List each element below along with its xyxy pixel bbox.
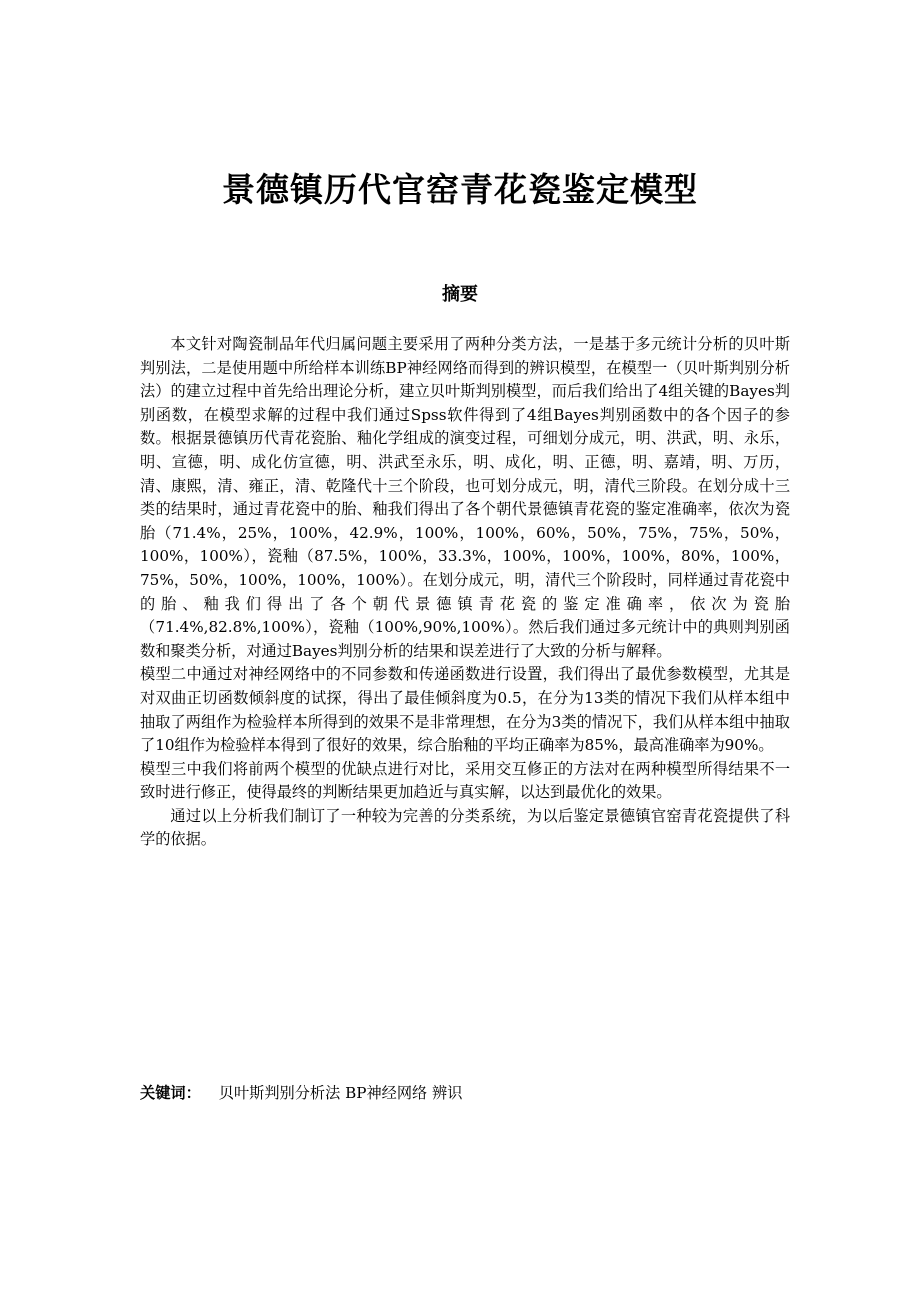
abstract-heading: 摘要 bbox=[442, 284, 478, 305]
document-title: 景德镇历代官窑青花瓷鉴定模型 bbox=[222, 170, 698, 210]
keywords-value: 贝叶斯判别分析法 BP神经网络 辨识 bbox=[218, 1084, 463, 1102]
abstract-paragraph-3: 模型三中我们将前两个模型的优缺点进行对比，采用交互修正的方法对在两种模型所得结果不一致时进行修正，使得最终的判断结果更加趋近与真实解，以达到最优化的效果。 bbox=[140, 759, 790, 802]
keywords-line bbox=[140, 1081, 790, 1105]
keywords-label: 关键词： bbox=[140, 1084, 201, 1102]
abstract-paragraph-4: 通过以上分析我们制订了一种较为完善的分类系统，为以后鉴定景德镇官窑青花瓷提供了科学的依据。 bbox=[140, 806, 790, 849]
abstract-paragraph-1: 本文针对陶瓷制品年代归属问题主要采用了两种分类方法，一是基于多元统计分析的贝叶斯判别法，二是使用题中所给样本训练BP神经网络而得到的辨识模型，在模型一（贝叶斯判别分析法）的建立过程中首先给出理论分析，建立贝叶斯判别模型，而后我们给出了4组关键的Bayes判别函数，在模型求解的过程中我们通过Spss软件得到了4组Bayes判别函数中的各个因子的参数。根据景德镇历代青花瓷胎、釉化学组成的演变过程，可细划分成元，明、洪武，明、永乐，明、宣德，明、成化仿宣德，明、洪武至永乐，明、成化，明、正德，明、嘉靖，明、万历，清、康熙，清、雍正，清、乾隆代十三个阶段，也可划分成元，明，清代三阶段。在划分成十三类的结果时，通过青花瓷中的胎、釉我们得出了各个朝代景德镇青花瓷的鉴定准确率，依次为瓷胎（71.4%，25%，100%，42.9%，100%，100%，60%，50%，75%，75%，50%，100%，100%），瓷釉（87.5%，100%，33.3%，100%，100%，100%，80%，100%，75%，50%，100%，100%，100%）。在划分成元，明，清代三个阶段时，同样通过青花瓷中的胎、釉我们得出了各个朝代景德镇青花瓷的鉴定准确率，依次为瓷胎（71.4%,82.8%,100%），瓷釉（100%,90%,100%）。然后我们通过多元统计中的典则判别函数和聚类分析，对通过Bayes判别分析的结果和误差进行了大致的分析与解释。 bbox=[140, 335, 790, 660]
abstract-body bbox=[140, 333, 790, 852]
abstract-paragraph-2: 模型二中通过对神经网络中的不同参数和传递函数进行设置，我们得出了最优参数模型，尤其是对双曲正切函数倾斜度的试探，得出了最佳倾斜度为0.5，在分为13类的情况下我们从样本组中抽取了两组作为检验样本所得到的效果不是非常理想，在分为3类的情况下，我们从样本组中抽取了10组作为检验样本得到了很好的效果，综合胎釉的平均正确率为85%，最高准确率为90%。 bbox=[140, 665, 790, 755]
